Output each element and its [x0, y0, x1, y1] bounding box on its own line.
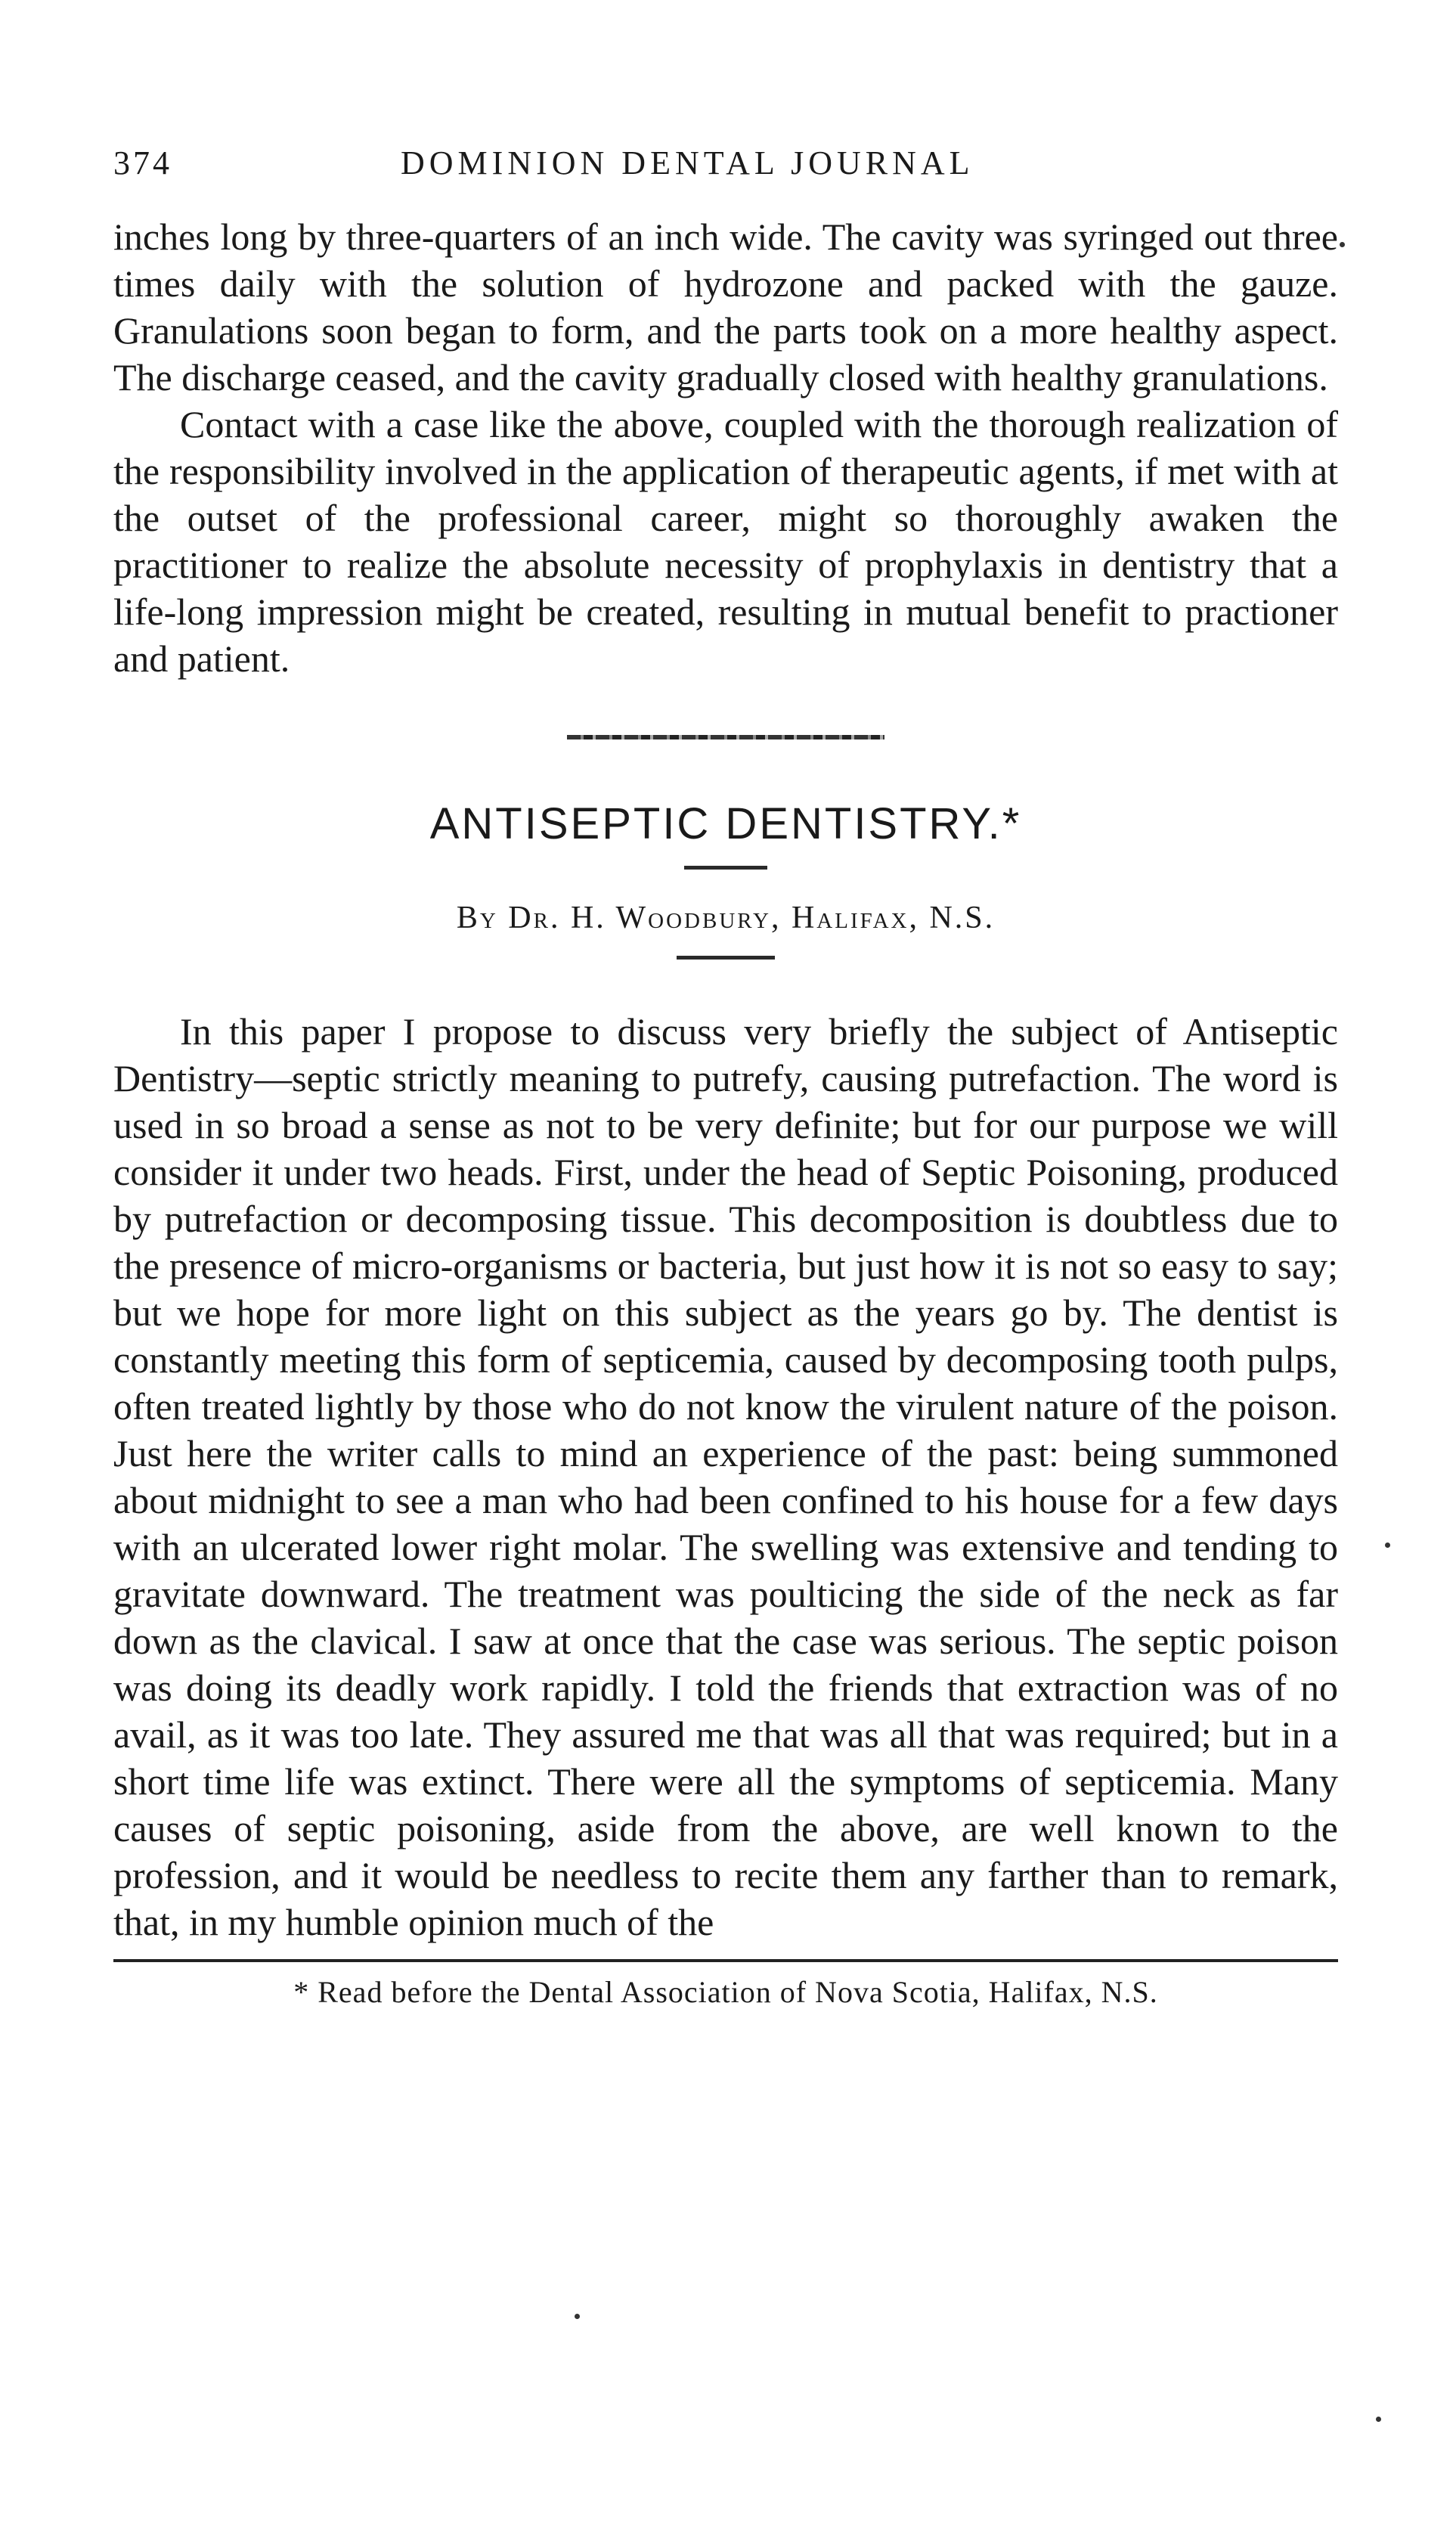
- running-head: [113, 144, 1338, 197]
- print-speck: [1376, 2417, 1381, 2422]
- title-rule: [684, 866, 767, 870]
- page-number: 374: [113, 144, 172, 181]
- previous-article-paragraph-1: inches long by three-quarters of an inch wide. The cavity was syringed out three times daily with the solution of hydrozone and packed with the gauze. Granulations soon began to form, and the parts took on a more healthy aspect. The discharge ceased, and the cavity gradually closed with healthy granulations.: [113, 215, 1338, 398]
- print-speck: [1385, 1542, 1390, 1548]
- previous-article-paragraph-2: Contact with a case like the above, coupled with the thorough realization of the responsibility involved in the application of therapeutic agents, if met with at the outset of the professional career, might so thoroughly awaken the practitioner to realize the absolute necessity of prophylaxis in dentistry that a life-long impression might be created, resulting in mutual benefit to practioner and patient.: [113, 403, 1338, 680]
- section-divider-ornament: [567, 735, 884, 739]
- article-body-paragraph: In this paper I propose to discuss very briefly the subject of Antiseptic Dentistry—septic strictly meaning to putrefy, causing putrefaction. The word is used in so broad a sense as not to be very definite; but for our purpose we will consider it under two heads. First, under the head of Septic Poisoning, produced by putrefaction or decomposing tissue. This decomposition is doubtless due to the presence of micro-organisms or bacteria, but just how it is not so easy to say; but we hope for more light on this subject as the years go by. The dentist is constantly meeting this form of septicemia, caused by decomposing tooth pulps, often treated lightly by those who do not know the virulent nature of the poison. Just here the writer calls to mind an experience of the past: being summoned about midnight to see a man who had been confined to his house for a few days with an ulcerated lower right molar. The swelling was extensive and tending to gravitate downward. The treatment was poulticing the side of the neck as far down as the clavical. I saw at once that the case was serious. The septic poison was doing its deadly work rapidly. I told the friends that extraction was of no avail, as it was too late. They assured me that was all that was required; but in a short time life was extinct. There were all the symptoms of septicemia. Many causes of septic poisoning, aside from the above, are well known to the profession, and it would be needless to recite them any farther than to remark, that, in my humble opinion much of the: [113, 1010, 1338, 1943]
- article-byline: By Dr. H. Woodbury, Halifax, N.S.: [456, 901, 996, 935]
- print-speck: [1340, 242, 1345, 247]
- article-title: ANTISEPTIC DENTISTRY.*: [429, 799, 1022, 848]
- footnote-rule: [113, 1959, 1338, 1962]
- footnote: * Read before the Dental Association of Nova Scotia, Halifax, N.S.: [293, 1975, 1158, 2009]
- byline-rule: [677, 956, 775, 960]
- journal-title: DOMINION DENTAL JOURNAL: [401, 144, 974, 181]
- print-speck: [575, 2314, 580, 2319]
- document-page: [113, 144, 1338, 2010]
